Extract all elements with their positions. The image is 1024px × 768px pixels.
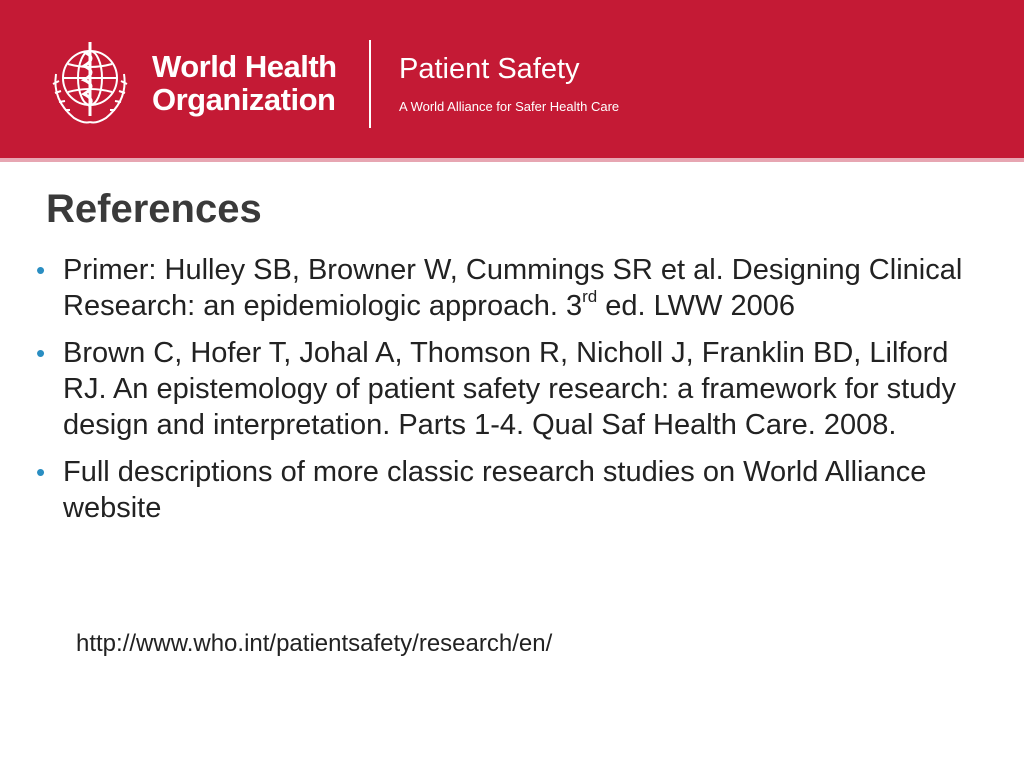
bullet-icon: • <box>36 338 46 368</box>
program-title: Patient Safety <box>399 53 580 85</box>
org-name-line-1: World Health <box>152 49 337 84</box>
reference-list <box>36 252 976 537</box>
header-divider <box>369 40 371 128</box>
header-banner <box>0 0 1024 158</box>
reference-item-1 <box>36 252 976 324</box>
reference-3-text: Full descriptions of more classic research studies on World Alliance website <box>63 456 927 524</box>
program-subtitle: A World Alliance for Safer Health Care <box>399 99 620 114</box>
org-name-line-2: Organization <box>152 82 336 117</box>
research-url-link[interactable]: http://www.who.int/patientsafety/research/en/ <box>76 630 553 657</box>
reference-1-text: Primer: Hulley SB, Browner W, Cummings SR et al. Designing Clinical Research: an epidemiologic approach. 3 <box>63 254 963 322</box>
reference-item-2 <box>36 335 976 443</box>
reference-2-text: Brown C, Hofer T, Johal A, Thomson R, Nicholl J, Franklin BD, Lilford RJ. An epistemology of patient safety research: a framework for study design and interpretation. Parts 1-4. Qual Saf Health Care. 2008. <box>63 337 956 441</box>
reference-item-3 <box>36 454 976 526</box>
who-emblem-icon <box>44 38 136 130</box>
bullet-icon: • <box>36 255 46 285</box>
reference-1-text-after: ed. LWW 2006 <box>597 290 795 322</box>
reference-1-superscript: rd <box>582 287 598 306</box>
slide-title: References <box>46 187 262 231</box>
banner-underline <box>0 158 1024 162</box>
bullet-icon: • <box>36 457 46 487</box>
organization-name <box>152 50 337 116</box>
